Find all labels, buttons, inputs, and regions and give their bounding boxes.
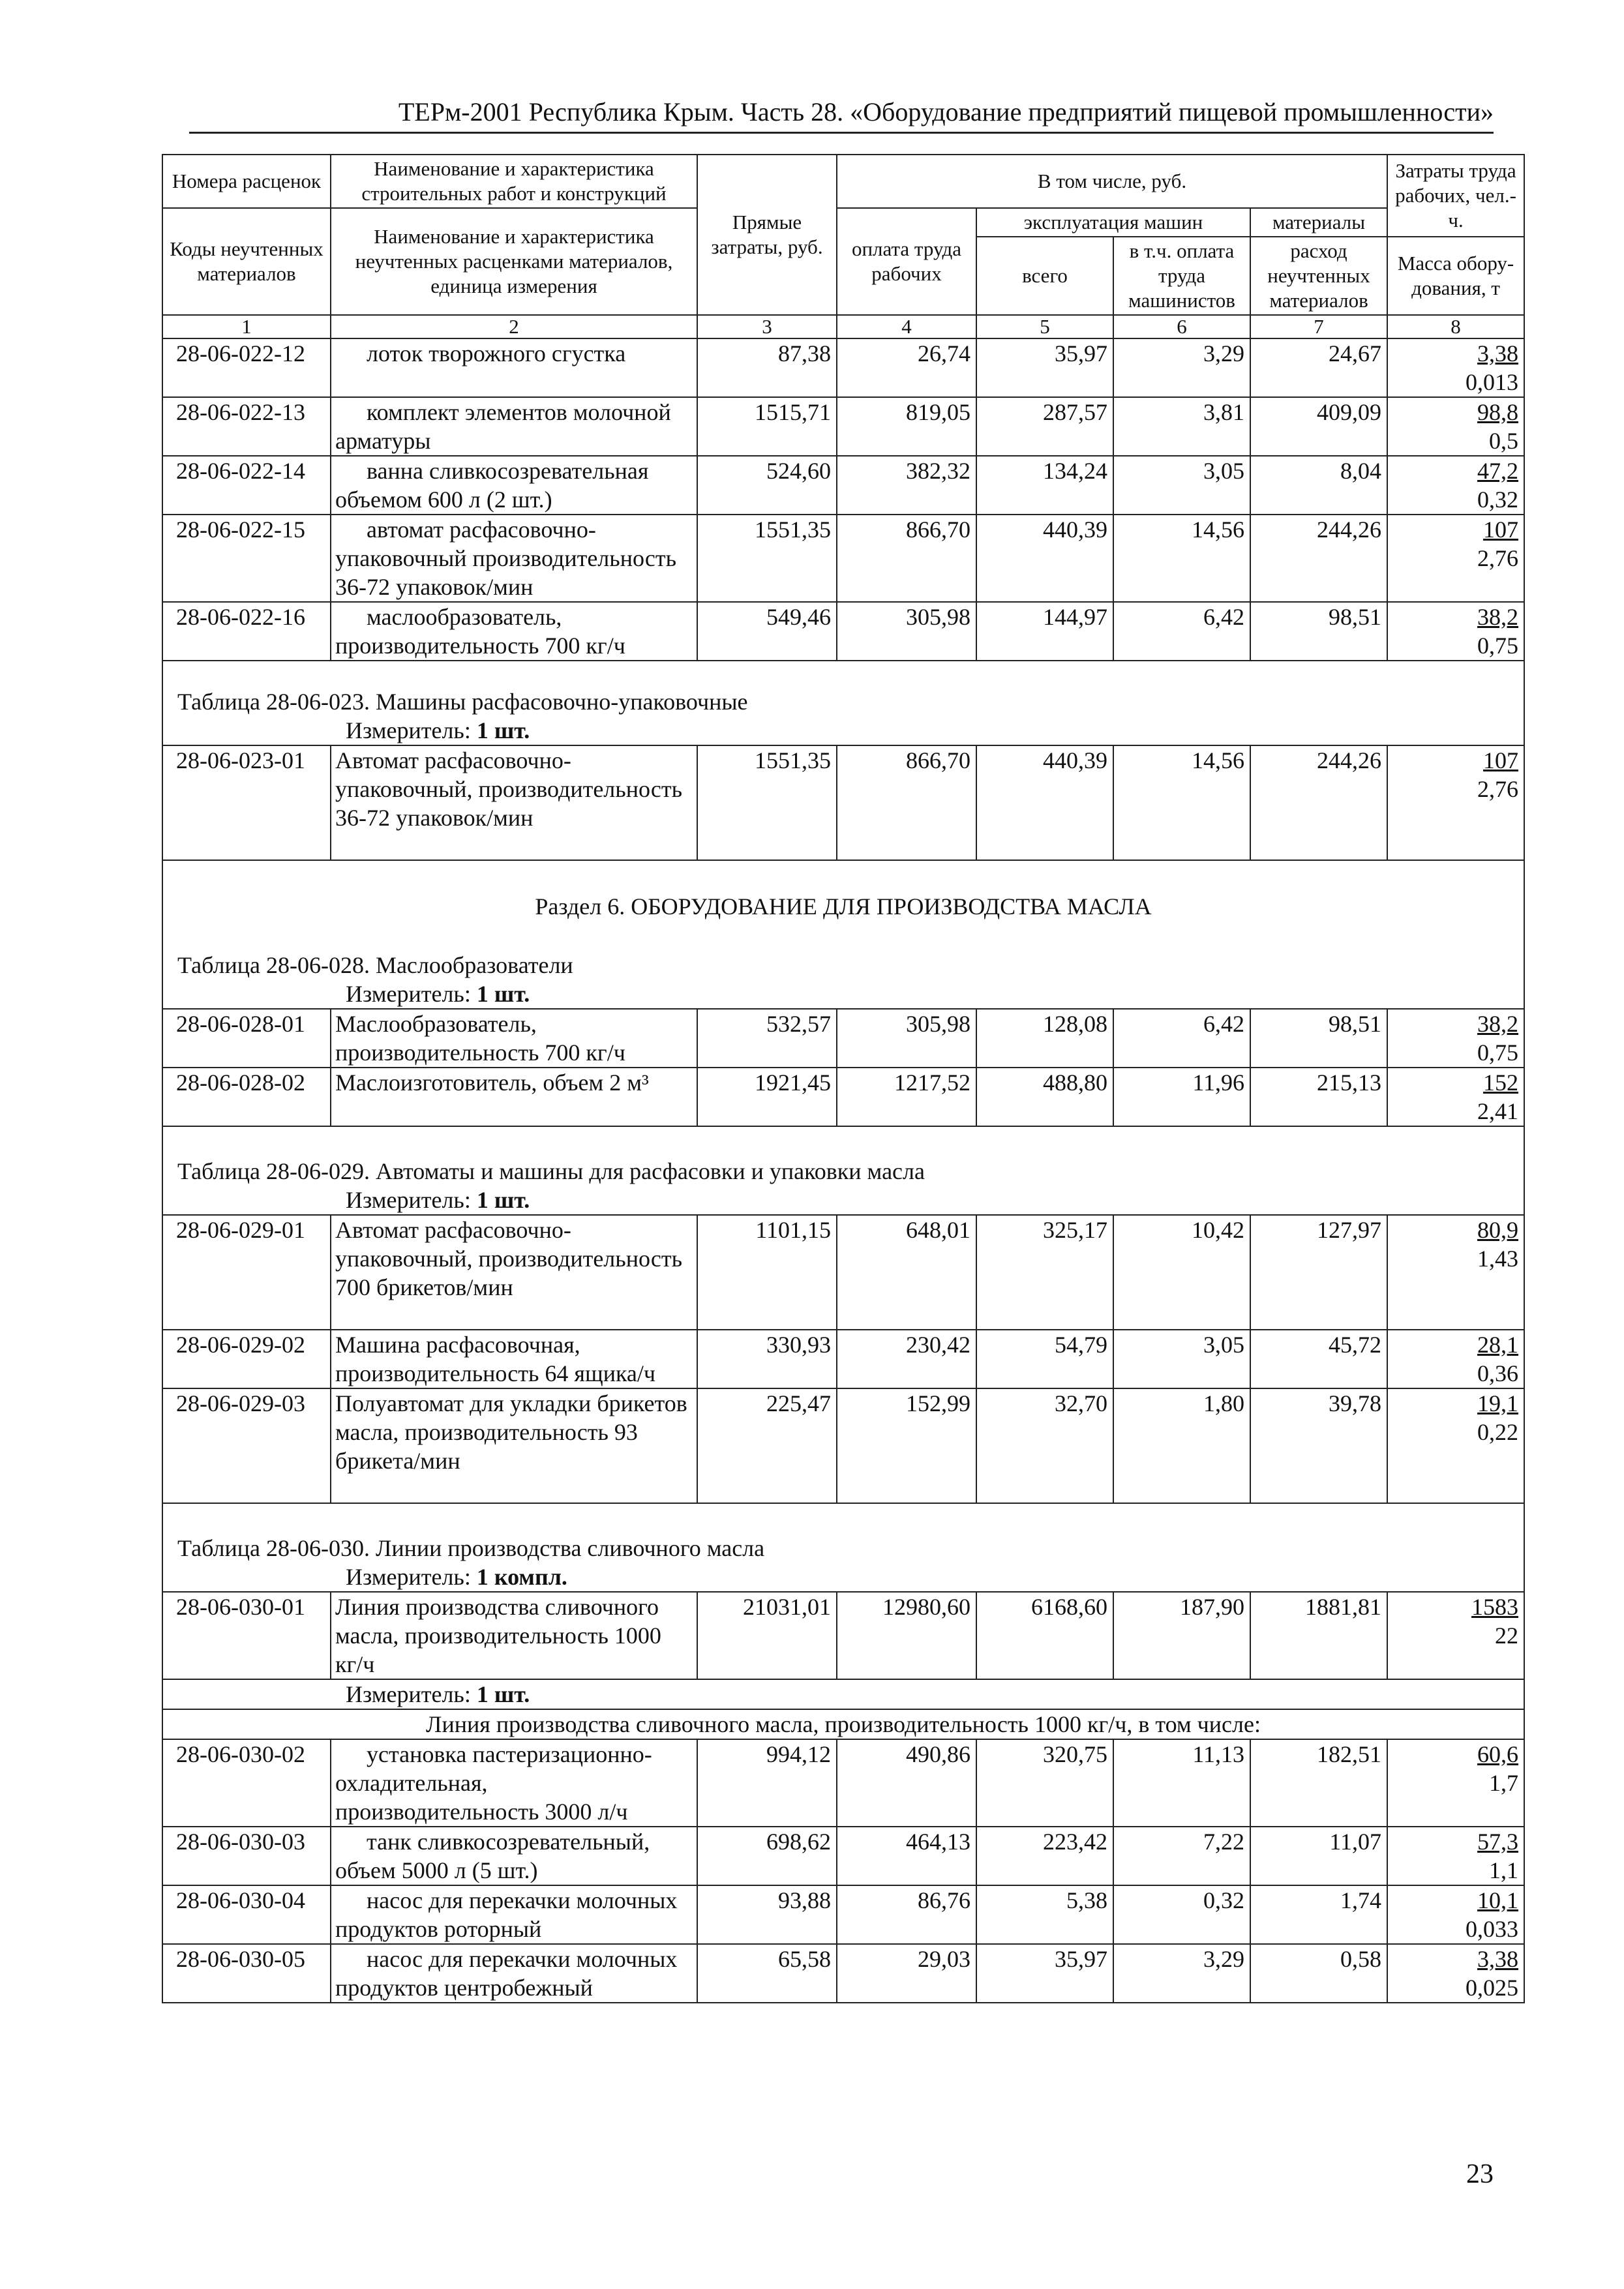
- labor-and-mass: [1387, 456, 1524, 515]
- machine-total: 5,38: [976, 1885, 1113, 1944]
- direct-costs: 225,47: [697, 1388, 837, 1503]
- direct-costs: 1921,45: [697, 1068, 837, 1126]
- machinist-pay: 3,29: [1113, 338, 1250, 397]
- materials: 127,97: [1250, 1215, 1387, 1330]
- labor-and-mass: [1387, 1827, 1524, 1885]
- direct-costs: 87,38: [697, 338, 837, 397]
- labor-pay: 490,86: [837, 1739, 976, 1827]
- labor-costs: 107: [1483, 747, 1519, 773]
- equipment-mass: 0,5: [1489, 428, 1519, 454]
- rate-name: Машина расфасовочная, производительность 64 ящика/ч: [331, 1330, 697, 1388]
- header-materials: материалы: [1250, 208, 1387, 237]
- labor-pay: 230,42: [837, 1330, 976, 1388]
- machinist-pay: 3,05: [1113, 456, 1250, 515]
- direct-costs: 1551,35: [697, 515, 837, 602]
- equipment-mass: 1,1: [1489, 1857, 1519, 1883]
- rate-name: лоток творожного сгустка: [331, 338, 697, 397]
- direct-costs: 1551,35: [697, 745, 837, 860]
- materials: 98,51: [1250, 1009, 1387, 1068]
- rates-table: [162, 154, 1525, 2003]
- group-subheading: Линия производства сливочного масла, производительность 1000 кг/ч, в том числе:: [162, 1709, 1524, 1739]
- rate-code: 28-06-030-03: [162, 1827, 331, 1885]
- labor-costs: 10,1: [1477, 1887, 1519, 1913]
- equipment-mass: 2,76: [1477, 776, 1519, 802]
- table-title: Таблица 28-06-023. Машины расфасовочно-упаковочные: [162, 687, 1524, 716]
- equipment-mass: 0,75: [1477, 1040, 1519, 1066]
- materials: 8,04: [1250, 456, 1387, 515]
- labor-costs: 28,1: [1477, 1332, 1519, 1358]
- rate-name: Автомат расфасовочно-упаковочный, производительность 700 брикетов/мин: [331, 1215, 697, 1330]
- labor-pay: 305,98: [837, 602, 976, 661]
- table-row: [162, 745, 1524, 860]
- materials: 11,07: [1250, 1827, 1387, 1885]
- header-name-top: Наименование и характеристика строительных работ и конструкций: [331, 155, 697, 208]
- rate-code: 28-06-022-13: [162, 397, 331, 456]
- machine-total: 35,97: [976, 1944, 1113, 2003]
- machinist-pay: 6,42: [1113, 1009, 1250, 1068]
- header-machinist-pay: в т.ч. оплата труда машинистов: [1113, 237, 1250, 315]
- machinist-pay: 3,29: [1113, 1944, 1250, 2003]
- rate-name: Автомат расфасовочно-упаковочный, производительность 36-72 упаковок/мин: [331, 745, 697, 860]
- equipment-mass: 1,43: [1477, 1246, 1519, 1272]
- materials: 24,67: [1250, 338, 1387, 397]
- rate-name: ванна сливкосозревательная объемом 600 л (2 шт.): [331, 456, 697, 515]
- column-number: 7: [1250, 315, 1387, 338]
- rate-name: Маслоизготовитель, объем 2 м³: [331, 1068, 697, 1126]
- machinist-pay: 3,81: [1113, 397, 1250, 456]
- table-row: [162, 338, 1524, 397]
- section-title: Раздел 6. ОБОРУДОВАНИЕ ДЛЯ ПРОИЗВОДСТВА МАСЛА: [162, 892, 1524, 921]
- column-number: 1: [162, 315, 331, 338]
- machinist-pay: 14,56: [1113, 745, 1250, 860]
- machine-total: 325,17: [976, 1215, 1113, 1330]
- header-equipment-mass: Масса обору-дования, т: [1387, 237, 1524, 315]
- unit-of-measure: Измеритель: 1 шт.: [162, 1186, 1524, 1215]
- labor-and-mass: [1387, 1592, 1524, 1679]
- machinist-pay: 11,13: [1113, 1739, 1250, 1827]
- materials: 98,51: [1250, 602, 1387, 661]
- labor-and-mass: [1387, 1388, 1524, 1503]
- equipment-mass: 0,033: [1466, 1916, 1519, 1942]
- direct-costs: 93,88: [697, 1885, 837, 1944]
- header-codes-top: Номера расценок: [162, 155, 331, 208]
- labor-pay: 29,03: [837, 1944, 976, 2003]
- rate-code: 28-06-022-14: [162, 456, 331, 515]
- labor-costs: 38,2: [1477, 1011, 1519, 1037]
- labor-pay: 866,70: [837, 515, 976, 602]
- unit-of-measure: Измеритель: 1 шт.: [162, 716, 1524, 745]
- rate-code: 28-06-022-16: [162, 602, 331, 661]
- table-row: [162, 397, 1524, 456]
- labor-and-mass: [1387, 338, 1524, 397]
- direct-costs: 524,60: [697, 456, 837, 515]
- labor-and-mass: [1387, 515, 1524, 602]
- table-title: Таблица 28-06-029. Автоматы и машины для расфасовки и упаковки масла: [162, 1157, 1524, 1186]
- labor-and-mass: [1387, 1885, 1524, 1944]
- labor-costs: 152: [1483, 1070, 1519, 1096]
- labor-costs: 3,38: [1477, 1946, 1519, 1972]
- labor-costs: 38,2: [1477, 604, 1519, 630]
- rate-name: Маслообразователь, производительность 700 кг/ч: [331, 1009, 697, 1068]
- equipment-mass: 0,025: [1466, 1975, 1519, 2001]
- table-header: [162, 155, 1524, 338]
- table-row: [162, 515, 1524, 602]
- labor-pay: 12980,60: [837, 1592, 976, 1679]
- rate-code: 28-06-030-01: [162, 1592, 331, 1679]
- rate-name: Линия производства сливочного масла, производительность 1000 кг/ч: [331, 1592, 697, 1679]
- machinist-pay: 187,90: [1113, 1592, 1250, 1679]
- labor-and-mass: [1387, 745, 1524, 860]
- machinist-pay: 6,42: [1113, 602, 1250, 661]
- rate-code: 28-06-030-04: [162, 1885, 331, 1944]
- labor-pay: 464,13: [837, 1827, 976, 1885]
- materials: 409,09: [1250, 397, 1387, 456]
- materials: 0,58: [1250, 1944, 1387, 2003]
- labor-and-mass: [1387, 1009, 1524, 1068]
- direct-costs: 21031,01: [697, 1592, 837, 1679]
- equipment-mass: 2,76: [1477, 545, 1519, 571]
- rate-code: 28-06-030-02: [162, 1739, 331, 1827]
- machine-total: 440,39: [976, 515, 1113, 602]
- table-row: [162, 602, 1524, 661]
- rate-name: танк сливкосозревательный, объем 5000 л (5 шт.): [331, 1827, 697, 1885]
- direct-costs: 994,12: [697, 1739, 837, 1827]
- labor-pay: 819,05: [837, 397, 976, 456]
- machine-total: 223,42: [976, 1827, 1113, 1885]
- materials: 39,78: [1250, 1388, 1387, 1503]
- equipment-mass: 1,7: [1489, 1770, 1519, 1796]
- labor-pay: 152,99: [837, 1388, 976, 1503]
- machine-total: 128,08: [976, 1009, 1113, 1068]
- unit-of-measure: Измеритель: 1 компл.: [162, 1563, 1524, 1592]
- labor-costs: 47,2: [1477, 458, 1519, 484]
- direct-costs: 65,58: [697, 1944, 837, 2003]
- table-row: [162, 1009, 1524, 1068]
- materials: 215,13: [1250, 1068, 1387, 1126]
- header-unaccounted-materials: расход неучтенных материалов: [1250, 237, 1387, 315]
- column-number: 4: [837, 315, 976, 338]
- column-number: 6: [1113, 315, 1250, 338]
- rate-name: автомат расфасовочно-упаковочный производительность 36-72 упаковок/мин: [331, 515, 697, 602]
- table-row: [162, 1739, 1524, 1827]
- rate-name: комплект элементов молочной арматуры: [331, 397, 697, 456]
- equipment-mass: 0,36: [1477, 1360, 1519, 1386]
- machine-total: 320,75: [976, 1739, 1113, 1827]
- labor-pay: 26,74: [837, 338, 976, 397]
- header-incl: В том числе, руб.: [837, 155, 1387, 208]
- rate-code: 28-06-029-03: [162, 1388, 331, 1503]
- labor-costs: 19,1: [1477, 1390, 1519, 1416]
- machine-total: 134,24: [976, 456, 1113, 515]
- labor-costs: 1583: [1471, 1594, 1519, 1620]
- header-labor-pay: оплата труда рабочих: [837, 208, 976, 315]
- header-rule: [189, 132, 1494, 134]
- labor-pay: 305,98: [837, 1009, 976, 1068]
- rate-name: насос для перекачки молочных продуктов роторный: [331, 1885, 697, 1944]
- materials: 244,26: [1250, 515, 1387, 602]
- labor-pay: 1217,52: [837, 1068, 976, 1126]
- rate-name: насос для перекачки молочных продуктов центробежный: [331, 1944, 697, 2003]
- machine-total: 287,57: [976, 397, 1113, 456]
- labor-pay: 382,32: [837, 456, 976, 515]
- direct-costs: 1515,71: [697, 397, 837, 456]
- labor-costs: 80,9: [1477, 1217, 1519, 1243]
- rate-code: 28-06-028-01: [162, 1009, 331, 1068]
- equipment-mass: 0,013: [1466, 369, 1519, 395]
- unit-of-measure: Измеритель: 1 шт.: [162, 1679, 1524, 1709]
- materials: 45,72: [1250, 1330, 1387, 1388]
- rate-code: 28-06-022-15: [162, 515, 331, 602]
- rate-code: 28-06-023-01: [162, 745, 331, 860]
- table-title: Таблица 28-06-028. Маслообразователи: [162, 951, 1524, 980]
- direct-costs: 549,46: [697, 602, 837, 661]
- table-row: [162, 1330, 1524, 1388]
- labor-and-mass: [1387, 1068, 1524, 1126]
- direct-costs: 330,93: [697, 1330, 837, 1388]
- table-row: [162, 1592, 1524, 1679]
- machinist-pay: 10,42: [1113, 1215, 1250, 1330]
- machinist-pay: 0,32: [1113, 1885, 1250, 1944]
- labor-costs: 107: [1483, 516, 1519, 543]
- machinist-pay: 3,05: [1113, 1330, 1250, 1388]
- labor-and-mass: [1387, 1739, 1524, 1827]
- header-labor-costs: Затраты труда рабочих, чел.-ч.: [1387, 155, 1524, 237]
- table-row: [162, 1885, 1524, 1944]
- header-machine-ops: эксплуатация машин: [976, 208, 1250, 237]
- equipment-mass: 2,41: [1477, 1098, 1519, 1124]
- direct-costs: 698,62: [697, 1827, 837, 1885]
- materials: 1,74: [1250, 1885, 1387, 1944]
- labor-and-mass: [1387, 602, 1524, 661]
- table-row: [162, 456, 1524, 515]
- equipment-mass: 22: [1495, 1623, 1519, 1649]
- machinist-pay: 1,80: [1113, 1388, 1250, 1503]
- direct-costs: 1101,15: [697, 1215, 837, 1330]
- machinist-pay: 7,22: [1113, 1827, 1250, 1885]
- header-direct-costs: Прямые затраты, руб.: [697, 155, 837, 315]
- column-number: 2: [331, 315, 697, 338]
- table-row: [162, 1068, 1524, 1126]
- rate-code: 28-06-030-05: [162, 1944, 331, 2003]
- header-codes-bottom: Коды неучтенных материалов: [162, 208, 331, 315]
- page-number: 23: [1466, 2159, 1494, 2189]
- table-row: [162, 1827, 1524, 1885]
- column-numbers-row: [162, 315, 1524, 338]
- rate-code: 28-06-022-12: [162, 338, 331, 397]
- table-title: Таблица 28-06-030. Линии производства сливочного масла: [162, 1534, 1524, 1563]
- machine-total: 6168,60: [976, 1592, 1113, 1679]
- table-row: [162, 1944, 1524, 2003]
- column-number: 5: [976, 315, 1113, 338]
- rate-code: 28-06-029-01: [162, 1215, 331, 1330]
- materials: 1881,81: [1250, 1592, 1387, 1679]
- unit-of-measure: Измеритель: 1 шт.: [162, 980, 1524, 1009]
- header-name-bottom: Наименование и характеристика неучтенных расценками материалов, единица измерения: [331, 208, 697, 315]
- rate-name: маслообразователь, производительность 700 кг/ч: [331, 602, 697, 661]
- direct-costs: 532,57: [697, 1009, 837, 1068]
- machinist-pay: 14,56: [1113, 515, 1250, 602]
- labor-pay: 86,76: [837, 1885, 976, 1944]
- machinist-pay: 11,96: [1113, 1068, 1250, 1126]
- labor-pay: 648,01: [837, 1215, 976, 1330]
- machine-total: 35,97: [976, 338, 1113, 397]
- labor-costs: 3,38: [1477, 340, 1519, 367]
- machine-total: 488,80: [976, 1068, 1113, 1126]
- rate-code: 28-06-028-02: [162, 1068, 331, 1126]
- labor-and-mass: [1387, 1330, 1524, 1388]
- materials: 182,51: [1250, 1739, 1387, 1827]
- materials: 244,26: [1250, 745, 1387, 860]
- rate-name: Полуавтомат для укладки брикетов масла, производительность 93 брикета/мин: [331, 1388, 697, 1503]
- labor-pay: 866,70: [837, 745, 976, 860]
- equipment-mass: 0,75: [1477, 633, 1519, 659]
- machine-total: 144,97: [976, 602, 1113, 661]
- rate-code: 28-06-029-02: [162, 1330, 331, 1388]
- labor-costs: 60,6: [1477, 1741, 1519, 1767]
- header-machine-total: всего: [976, 237, 1113, 315]
- table-row: [162, 1388, 1524, 1503]
- labor-and-mass: [1387, 1944, 1524, 2003]
- equipment-mass: 0,32: [1477, 486, 1519, 513]
- machine-total: 440,39: [976, 745, 1113, 860]
- machine-total: 32,70: [976, 1388, 1113, 1503]
- labor-and-mass: [1387, 397, 1524, 456]
- rate-name: установка пастеризационно-охладительная, производительность 3000 л/ч: [331, 1739, 697, 1827]
- table-row: [162, 1215, 1524, 1330]
- equipment-mass: 0,22: [1477, 1419, 1519, 1445]
- running-header: ТЕРм-2001 Республика Крым. Часть 28. «Оборудование предприятий пищевой промышленности»: [398, 97, 1494, 127]
- machine-total: 54,79: [976, 1330, 1113, 1388]
- labor-costs: 57,3: [1477, 1829, 1519, 1855]
- column-number: 3: [697, 315, 837, 338]
- labor-costs: 98,8: [1477, 399, 1519, 425]
- column-number: 8: [1387, 315, 1524, 338]
- labor-and-mass: [1387, 1215, 1524, 1330]
